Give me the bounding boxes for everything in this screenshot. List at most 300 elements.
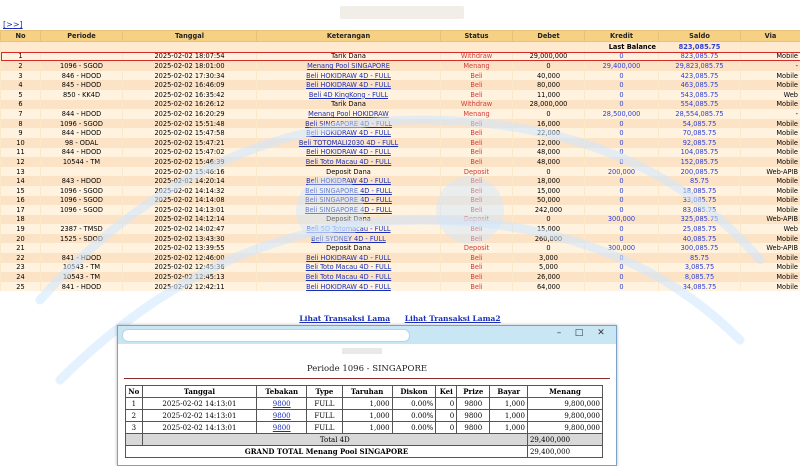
cell-status: Beli — [441, 253, 513, 263]
cell-status: Withdraw — [441, 100, 513, 110]
table-row — [1, 282, 800, 292]
cell-tanggal: 2025-02-02 15:47:02 — [123, 148, 257, 158]
cell-tanggal: 2025-02-02 16:26:12 — [123, 100, 257, 110]
cell-tanggal: 2025-02-02 14:12:14 — [123, 215, 257, 225]
cell-tanggal: 2025-02-02 15:46:16 — [123, 167, 257, 177]
cell-no: 7 — [1, 109, 41, 119]
cell-saldo: 543,085.75 — [659, 90, 741, 100]
cell-saldo: 25,085.75 — [659, 224, 741, 234]
table-row — [1, 80, 800, 90]
popup-column-header: Tanggal — [142, 386, 257, 398]
cell-saldo: 423,085.75 — [659, 71, 741, 81]
cell-kredit: 0 — [585, 71, 659, 81]
cell-ket[interactable]: Beli HOKIDRAW 4D - FULL — [257, 80, 441, 90]
column-header: Kredit — [585, 31, 659, 42]
cell-no: 16 — [1, 196, 41, 206]
minimize-icon[interactable]: – — [550, 328, 568, 338]
header-banner — [340, 6, 464, 19]
total-label: Total 4D — [142, 434, 527, 446]
cell-no: 12 — [1, 157, 41, 167]
bet-row — [126, 410, 603, 422]
table-row — [1, 205, 800, 215]
cell-periode: 1525 - SDOD — [41, 234, 123, 244]
cell-kredit: 0 — [585, 157, 659, 167]
bet-row — [126, 422, 603, 434]
cell-saldo: 34,085.75 — [659, 282, 741, 292]
bet-cell-prize: 9800 — [457, 422, 490, 434]
cell-periode: 841 - HDOD — [41, 253, 123, 263]
table-row — [1, 176, 800, 186]
cell-no: 8 — [1, 119, 41, 129]
table-row — [1, 215, 800, 225]
cell-status: Beli — [441, 272, 513, 282]
cell-kredit: 0 — [585, 176, 659, 186]
cell-via: Web — [741, 90, 800, 100]
old-transactions-link[interactable]: Lihat Transaksi Lama — [299, 314, 390, 323]
cell-debet: 29,000,000 — [513, 52, 585, 62]
cell-periode: 844 - HDOD — [41, 128, 123, 138]
total-value: 29,400,000 — [527, 434, 602, 446]
cell-no: 24 — [1, 272, 41, 282]
bet-detail-table — [125, 385, 603, 458]
close-icon[interactable]: ✕ — [592, 328, 610, 338]
cell-no: 4 — [1, 80, 41, 90]
cell-tanggal: 2025-02-02 15:47:21 — [123, 138, 257, 148]
grand-total-label: GRAND TOTAL Menang Pool SINGAPORE — [126, 446, 528, 458]
cell-debet: 28,000,000 — [513, 100, 585, 110]
cell-saldo: 300,085.75 — [659, 243, 741, 253]
cell-saldo: 823,085.75 — [659, 52, 741, 62]
popup-logo-placeholder — [342, 348, 382, 354]
cell-kredit: 0 — [585, 119, 659, 129]
bet-cell-no: 1 — [126, 398, 143, 410]
cell-via: Web — [741, 224, 800, 234]
grand-total-row — [126, 446, 603, 458]
bet-cell-tanggal: 2025-02-02 14:13:01 — [142, 410, 257, 422]
cell-ket[interactable]: Beli HOKIDRAW 4D - FULL — [257, 71, 441, 81]
cell-ket[interactable]: Beli SYDNEY 4D - FULL — [257, 234, 441, 244]
column-header: Saldo — [659, 31, 741, 42]
cell-tanggal: 2025-02-02 18:01:00 — [123, 61, 257, 71]
cell-saldo: 18,085.75 — [659, 186, 741, 196]
column-header: No — [1, 31, 41, 42]
cell-ket[interactable]: Beli TOTOMALI2030 4D - FULL — [257, 138, 441, 148]
cell-debet: 64,000 — [513, 282, 585, 292]
cell-status: Deposit — [441, 215, 513, 225]
cell-status: Beli — [441, 196, 513, 206]
table-row — [1, 100, 800, 110]
cell-no: 15 — [1, 186, 41, 196]
cell-kredit: 0 — [585, 80, 659, 90]
bet-cell-prize: 9800 — [457, 410, 490, 422]
cell-kredit: 29,400,000 — [585, 61, 659, 71]
cell-saldo: 40,085.75 — [659, 234, 741, 244]
cell-kredit: 300,000 — [585, 215, 659, 225]
cell-no: 5 — [1, 90, 41, 100]
cell-tanggal: 2025-02-02 17:30:34 — [123, 71, 257, 81]
cell-tanggal: 2025-02-02 14:14:32 — [123, 186, 257, 196]
cell-tanggal: 2025-02-02 12:42:11 — [123, 282, 257, 292]
cell-periode: 845 - HDOD — [41, 80, 123, 90]
cell-kredit: 0 — [585, 234, 659, 244]
cell-ket[interactable]: Beli SINGAPORE 4D - FULL — [257, 186, 441, 196]
popup-column-header: Taruhan — [342, 386, 392, 398]
cell-ket: Deposit Dana — [257, 243, 441, 253]
cell-tanggal: 2025-02-02 14:02:47 — [123, 224, 257, 234]
bet-cell-kei: 0 — [436, 422, 457, 434]
bet-cell-type: FULL — [307, 410, 342, 422]
popup-column-header: Prize — [457, 386, 490, 398]
cell-status: Beli — [441, 205, 513, 215]
last-balance-row — [1, 42, 800, 52]
cell-debet: 40,000 — [513, 71, 585, 81]
cell-periode: 846 - HDOD — [41, 71, 123, 81]
bet-cell-taruhan: 1,000 — [342, 422, 392, 434]
cell-debet: 0 — [513, 61, 585, 71]
cell-via: Mobile — [741, 71, 800, 81]
cell-debet: 12,000 — [513, 138, 585, 148]
popup-column-header: Kei — [436, 386, 457, 398]
cell-no: 18 — [1, 215, 41, 225]
transaction-table — [0, 30, 800, 291]
cell-tanggal: 2025-02-02 14:13:01 — [123, 205, 257, 215]
bet-cell-menang: 9,800,000 — [527, 422, 602, 434]
cell-no: 19 — [1, 224, 41, 234]
cell-ket[interactable]: Beli Toto Macau 4D - FULL — [257, 157, 441, 167]
bet-cell-type: FULL — [307, 398, 342, 410]
cell-debet: 48,000 — [513, 157, 585, 167]
cell-via: - — [741, 109, 800, 119]
cell-tanggal: 2025-02-02 12:45:13 — [123, 272, 257, 282]
cell-no: 10 — [1, 138, 41, 148]
cell-ket[interactable]: Beli HOKIDRAW 4D - FULL — [257, 176, 441, 186]
cell-tanggal: 2025-02-02 14:14:08 — [123, 196, 257, 206]
cell-kredit: 0 — [585, 138, 659, 148]
cell-ket[interactable]: Beli HOKIDRAW 4D - FULL — [257, 148, 441, 158]
cell-no: 25 — [1, 282, 41, 292]
cell-kredit: 0 — [585, 205, 659, 215]
cell-tanggal: 2025-02-02 16:20:29 — [123, 109, 257, 119]
table-row — [1, 138, 800, 148]
bet-cell-menang: 9,800,000 — [527, 410, 602, 422]
cell-no: 6 — [1, 100, 41, 110]
cell-ket[interactable]: Beli SINGAPORE 4D - FULL — [257, 196, 441, 206]
cell-via: Mobile — [741, 186, 800, 196]
cell-kredit: 0 — [585, 272, 659, 282]
cell-periode: 1096 - SGOD — [41, 61, 123, 71]
cell-periode: 1096 - SGOD — [41, 119, 123, 129]
cell-tanggal: 2025-02-02 16:46:09 — [123, 80, 257, 90]
cell-status: Menang — [441, 109, 513, 119]
bet-cell-kei: 0 — [436, 398, 457, 410]
cell-periode: 10543 - TM — [41, 263, 123, 273]
cell-ket[interactable]: Beli HOKIDRAW 4D - FULL — [257, 282, 441, 292]
cell-tanggal: 2025-02-02 13:43:30 — [123, 234, 257, 244]
popup-column-header: Bayar — [490, 386, 527, 398]
cell-no: 14 — [1, 176, 41, 186]
cell-saldo: 54,085.75 — [659, 119, 741, 129]
cell-via: Mobile — [741, 138, 800, 148]
cell-ket[interactable]: Beli HOKIDRAW 4D - FULL — [257, 128, 441, 138]
bet-cell-tanggal: 2025-02-02 14:13:01 — [142, 422, 257, 434]
cell-via: Mobile — [741, 263, 800, 273]
cell-saldo: 463,085.75 — [659, 80, 741, 90]
cell-via: Mobile — [741, 148, 800, 158]
column-header: Debet — [513, 31, 585, 42]
cell-debet: 5,000 — [513, 263, 585, 273]
popup-address-bar — [122, 329, 410, 342]
cell-no: 2 — [1, 61, 41, 71]
cell-debet: 80,000 — [513, 80, 585, 90]
cell-kredit: 0 — [585, 253, 659, 263]
bet-cell-no: 2 — [126, 410, 143, 422]
cell-periode — [41, 243, 123, 253]
cell-via: Mobile — [741, 205, 800, 215]
table-row — [1, 272, 800, 282]
cell-periode: 10544 - TM — [41, 157, 123, 167]
bet-cell-kei: 0 — [436, 410, 457, 422]
cell-periode — [41, 167, 123, 177]
cell-via: Mobile — [741, 157, 800, 167]
column-header: Keterangan — [257, 31, 441, 42]
cell-tanggal: 2025-02-02 14:20:14 — [123, 176, 257, 186]
cell-status: Beli — [441, 224, 513, 234]
cell-kredit: 300,000 — [585, 243, 659, 253]
bet-cell-bayar: 1,000 — [490, 422, 527, 434]
cell-periode: 10543 - TM — [41, 272, 123, 282]
column-header: Status — [441, 31, 513, 42]
cell-status: Beli — [441, 71, 513, 81]
cell-ket[interactable]: Beli Toto Macau 4D - FULL — [257, 272, 441, 282]
bet-cell-tebakan[interactable]: 9800 — [257, 398, 307, 410]
cell-periode: 98 - ODAL — [41, 138, 123, 148]
cell-via: Web-APIB — [741, 215, 800, 225]
cell-tanggal: 2025-02-02 13:39:55 — [123, 243, 257, 253]
cell-ket: Tarik Dana — [257, 100, 441, 110]
cell-saldo: 85.75 — [659, 253, 741, 263]
cell-status: Beli — [441, 90, 513, 100]
cell-ket[interactable]: Beli SINGAPORE 4D - FULL — [257, 119, 441, 129]
cell-saldo: 33,085.75 — [659, 196, 741, 206]
cell-debet: 0 — [513, 243, 585, 253]
cell-debet: 0 — [513, 109, 585, 119]
cell-kredit: 0 — [585, 128, 659, 138]
cell-via: Mobile — [741, 196, 800, 206]
cell-status: Beli — [441, 234, 513, 244]
bet-cell-bayar: 1,000 — [490, 398, 527, 410]
table-row — [1, 148, 800, 158]
cell-status: Beli — [441, 119, 513, 129]
table-row — [1, 71, 800, 81]
cell-debet: 3,000 — [513, 253, 585, 263]
table-row — [1, 263, 800, 273]
cell-no: 17 — [1, 205, 41, 215]
cell-ket: Deposit Dana — [257, 215, 441, 225]
cell-kredit: 0 — [585, 90, 659, 100]
cell-saldo: 29,823,085.75 — [659, 61, 741, 71]
cell-tanggal: 2025-02-02 16:35:42 — [123, 90, 257, 100]
cell-no: 11 — [1, 148, 41, 158]
cell-no: 21 — [1, 243, 41, 253]
cell-debet: 50,000 — [513, 196, 585, 206]
old-transactions-link-2[interactable]: Lihat Transaksi Lama2 — [405, 314, 501, 323]
cell-status: Beli — [441, 148, 513, 158]
cell-status: Beli — [441, 138, 513, 148]
cell-saldo: 104,085.75 — [659, 148, 741, 158]
cell-status: Withdraw — [441, 52, 513, 62]
cell-saldo: 8,085.75 — [659, 272, 741, 282]
cell-kredit: 0 — [585, 196, 659, 206]
table-row — [1, 157, 800, 167]
bet-cell-tebakan[interactable]: 9800 — [257, 422, 307, 434]
popup-column-header: No — [126, 386, 143, 398]
popup-header-row — [126, 386, 603, 398]
cell-tanggal: 2025-02-02 12:45:36 — [123, 263, 257, 273]
maximize-icon[interactable]: □ — [570, 328, 588, 338]
cell-kredit: 0 — [585, 148, 659, 158]
cell-ket[interactable]: Menang Pool SINGAPORE — [257, 61, 441, 71]
old-transactions-links — [0, 314, 800, 323]
cell-status: Beli — [441, 186, 513, 196]
bet-cell-diskon: 0.00% — [392, 422, 436, 434]
bet-cell-taruhan: 1,000 — [342, 410, 392, 422]
cell-via: Web-APIB — [741, 243, 800, 253]
table-row — [1, 52, 800, 62]
detail-popup-window — [117, 325, 617, 466]
cell-ket[interactable]: Menang Pool HOKIDRAW — [257, 109, 441, 119]
table-row — [1, 109, 800, 119]
cell-saldo: 554,085.75 — [659, 100, 741, 110]
cell-periode: 2387 - TMSD — [41, 224, 123, 234]
divider — [124, 378, 610, 379]
cell-no: 1 — [1, 52, 41, 62]
cell-debet: 48,000 — [513, 148, 585, 158]
cell-via: Mobile — [741, 253, 800, 263]
cell-debet: 15,000 — [513, 186, 585, 196]
top-bar — [0, 0, 800, 30]
cell-via: Mobile — [741, 128, 800, 138]
cell-periode: 850 - KK4D — [41, 90, 123, 100]
cell-periode: 844 - HDOD — [41, 109, 123, 119]
cell-periode — [41, 100, 123, 110]
popup-column-header: Menang — [527, 386, 602, 398]
cell-periode: 844 - HDOD — [41, 148, 123, 158]
bet-row — [126, 398, 603, 410]
cell-kredit: 200,000 — [585, 167, 659, 177]
cell-no: 9 — [1, 128, 41, 138]
cell-no: 13 — [1, 167, 41, 177]
cell-periode: 1096 - SGOD — [41, 196, 123, 206]
bet-cell-type: FULL — [307, 422, 342, 434]
column-header: Via — [741, 31, 800, 42]
column-header: Tanggal — [123, 31, 257, 42]
cell-status: Beli — [441, 128, 513, 138]
cell-tanggal: 2025-02-02 15:46:39 — [123, 157, 257, 167]
cell-tanggal: 2025-02-02 15:51:48 — [123, 119, 257, 129]
cell-via: Mobile — [741, 282, 800, 292]
cell-periode: 843 - HDOD — [41, 176, 123, 186]
table-header-row — [1, 31, 800, 42]
cell-tanggal: 2025-02-02 15:47:58 — [123, 128, 257, 138]
table-row — [1, 224, 800, 234]
cell-debet: 22,000 — [513, 128, 585, 138]
cell-saldo: 92,085.75 — [659, 138, 741, 148]
cell-debet: 15,000 — [513, 224, 585, 234]
cell-via: Mobile — [741, 52, 800, 62]
bet-cell-tebakan[interactable]: 9800 — [257, 410, 307, 422]
cell-periode: 1096 - SGOD — [41, 205, 123, 215]
cell-saldo: 85.75 — [659, 176, 741, 186]
cell-debet: 0 — [513, 167, 585, 177]
bet-cell-taruhan: 1,000 — [342, 398, 392, 410]
table-row — [1, 196, 800, 206]
cell-debet: 242,000 — [513, 205, 585, 215]
cell-tanggal: 2025-02-02 12:46:00 — [123, 253, 257, 263]
cell-saldo: 152,085.75 — [659, 157, 741, 167]
cell-kredit: 0 — [585, 224, 659, 234]
cell-via: Mobile — [741, 234, 800, 244]
table-row — [1, 90, 800, 100]
bet-cell-no: 3 — [126, 422, 143, 434]
popup-column-header: Type — [307, 386, 342, 398]
cell-ket[interactable]: Beli SINGAPORE 4D - FULL — [257, 205, 441, 215]
cell-ket: Tarik Dana — [257, 52, 441, 62]
table-row — [1, 167, 800, 177]
popup-title-bar — [118, 326, 616, 344]
cell-status: Beli — [441, 80, 513, 90]
cell-periode: 1096 - SGOD — [41, 186, 123, 196]
cell-status: Beli — [441, 157, 513, 167]
bet-cell-diskon: 0.00% — [392, 410, 436, 422]
cell-saldo: 28,554,085.75 — [659, 109, 741, 119]
total-row — [126, 434, 603, 446]
cell-status: Beli — [441, 263, 513, 273]
table-row — [1, 119, 800, 129]
bet-cell-tanggal: 2025-02-02 14:13:01 — [142, 398, 257, 410]
cell-via: - — [741, 61, 800, 71]
table-row — [1, 61, 800, 71]
last-balance-label: Last Balance — [585, 42, 659, 52]
next-page-link[interactable]: [>>] — [3, 20, 23, 29]
bet-cell-prize: 9800 — [457, 398, 490, 410]
popup-column-header: Diskon — [392, 386, 436, 398]
cell-ket[interactable]: Beli Toto Macau 4D - FULL — [257, 263, 441, 273]
cell-debet: 26,000 — [513, 272, 585, 282]
cell-ket[interactable]: Beli 5D Totomacau - FULL — [257, 224, 441, 234]
popup-column-header: Tebakan — [257, 386, 307, 398]
cell-saldo: 83,085.75 — [659, 205, 741, 215]
cell-debet: 16,000 — [513, 119, 585, 129]
cell-no: 22 — [1, 253, 41, 263]
cell-via: Mobile — [741, 272, 800, 282]
cell-saldo: 200,085.75 — [659, 167, 741, 177]
cell-ket[interactable]: Beli HOKIDRAW 4D - FULL — [257, 253, 441, 263]
cell-status: Deposit — [441, 243, 513, 253]
cell-no: 23 — [1, 263, 41, 273]
table-row — [1, 186, 800, 196]
cell-ket[interactable]: Beli 4D KingKong - FULL — [257, 90, 441, 100]
cell-no: 3 — [1, 71, 41, 81]
cell-status: Menang — [441, 61, 513, 71]
cell-ket: Deposit Dana — [257, 167, 441, 177]
cell-tanggal: 2025-02-02 18:07:54 — [123, 52, 257, 62]
cell-status: Beli — [441, 176, 513, 186]
cell-status: Deposit — [441, 167, 513, 177]
bet-cell-bayar: 1,000 — [490, 410, 527, 422]
cell-debet: 18,000 — [513, 176, 585, 186]
cell-kredit: 0 — [585, 52, 659, 62]
cell-via: Web-APIB — [741, 167, 800, 177]
